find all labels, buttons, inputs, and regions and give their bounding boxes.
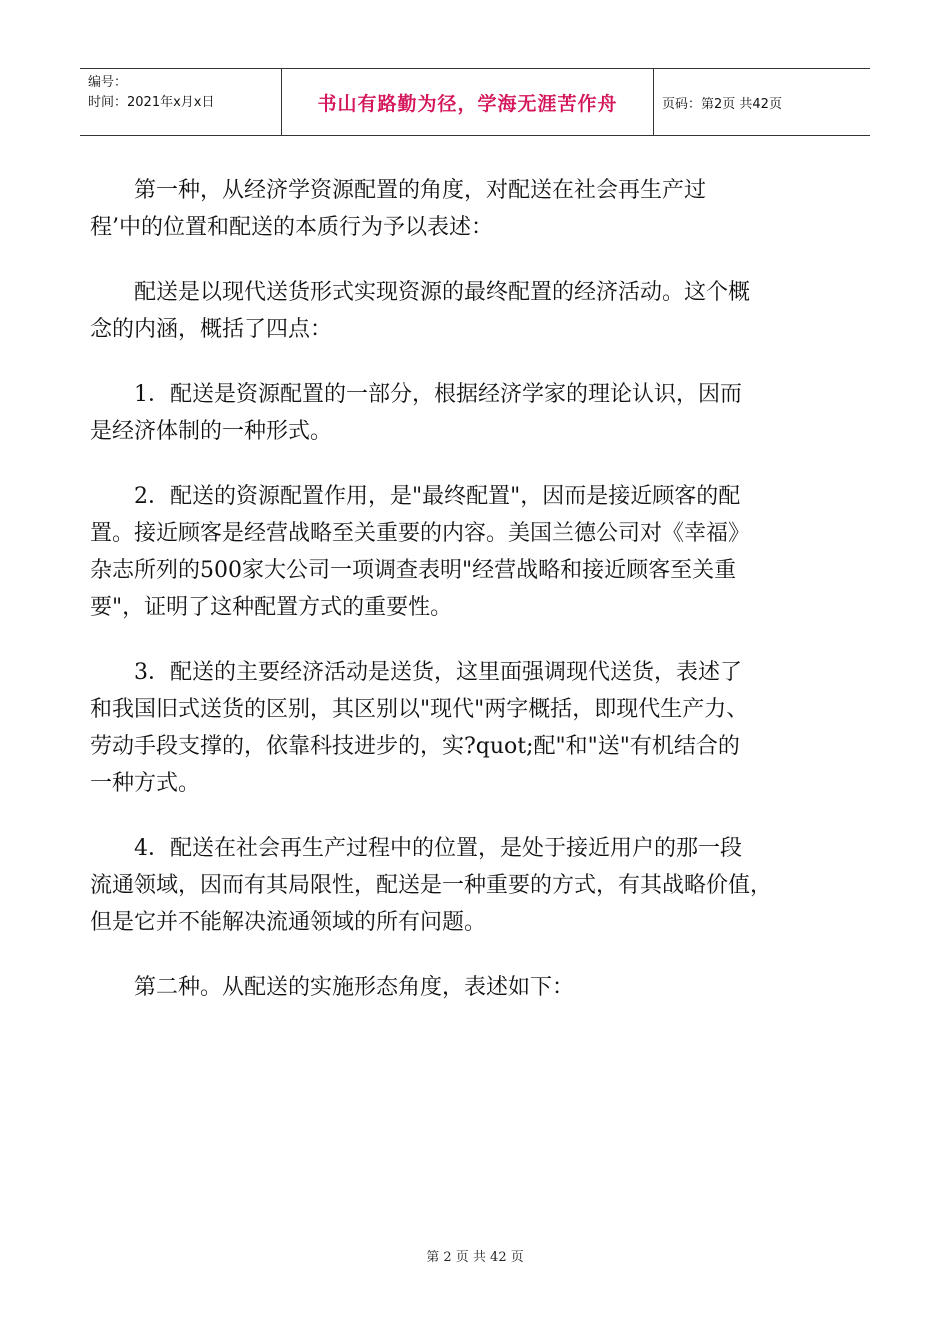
paragraph	[90, 830, 870, 941]
header-meta	[80, 69, 282, 135]
paragraph-line: 但是它并不能解决流通领域的所有问题。	[90, 910, 487, 935]
paragraph-line: 4．配送在社会再生产过程中的位置，是处于接近用户的那一段	[134, 836, 742, 861]
paragraph	[90, 376, 870, 450]
header-page-info: 页码：第2页 共42页	[662, 96, 782, 112]
paragraph-line: 1．配送是资源配置的一部分，根据经济学家的理论认识，因而	[134, 382, 742, 407]
paragraph-line: 第二种。从配送的实施形态角度，表述如下：	[134, 975, 575, 1000]
page-header	[80, 68, 870, 136]
paragraph	[90, 172, 870, 246]
document-number-label: 编号：	[88, 75, 128, 90]
paragraph-line: 流通领域，因而有其局限性，配送是一种重要的方式，有其战略价值，	[90, 873, 773, 898]
paragraph-line: 劳动手段支撑的，依靠科技进步的，实?quot;配"和"送"有机结合的	[90, 734, 740, 759]
paragraph-line: 程’中的位置和配送的本质行为予以表述：	[90, 215, 493, 240]
paragraph-line: 一种方式。	[90, 771, 201, 796]
paragraph	[90, 969, 870, 1006]
paragraph-line: 2．配送的资源配置作用，是"最终配置"，因而是接近顾客的配	[134, 484, 741, 509]
paragraph-line: 和我国旧式送货的区别，其区别以"现代"两字概括，即现代生产力、	[90, 697, 749, 722]
paragraph-line: 第一种，从经济学资源配置的角度，对配送在社会再生产过	[134, 178, 707, 203]
paragraph-line: 杂志所列的500家大公司一项调查表明"经营战略和接近顾客至关重	[90, 558, 737, 583]
paragraph	[90, 478, 870, 626]
paragraph-line: 念的内涵，概括了四点：	[90, 317, 333, 342]
paragraph-line: 3．配送的主要经济活动是送货，这里面强调现代送货，表述了	[134, 660, 742, 685]
paragraph	[90, 654, 870, 802]
page-footer: 第 2 页 共 42 页	[426, 1250, 524, 1265]
paragraph-line: 是经济体制的一种形式。	[90, 419, 333, 444]
paragraph	[90, 274, 870, 348]
header-motto: 书山有路勤为径，学海无涯苦作舟	[282, 69, 654, 135]
paragraph-line: 置。接近顾客是经营战略至关重要的内容。美国兰德公司对《幸福》	[90, 521, 751, 546]
paragraph-line: 配送是以现代送货形式实现资源的最终配置的经济活动。这个概	[134, 280, 751, 305]
document-date-label: 时间：2021年x月x日	[88, 95, 215, 110]
document-body	[90, 172, 870, 1034]
paragraph-line: 要"，证明了这种配置方式的重要性。	[90, 595, 453, 620]
